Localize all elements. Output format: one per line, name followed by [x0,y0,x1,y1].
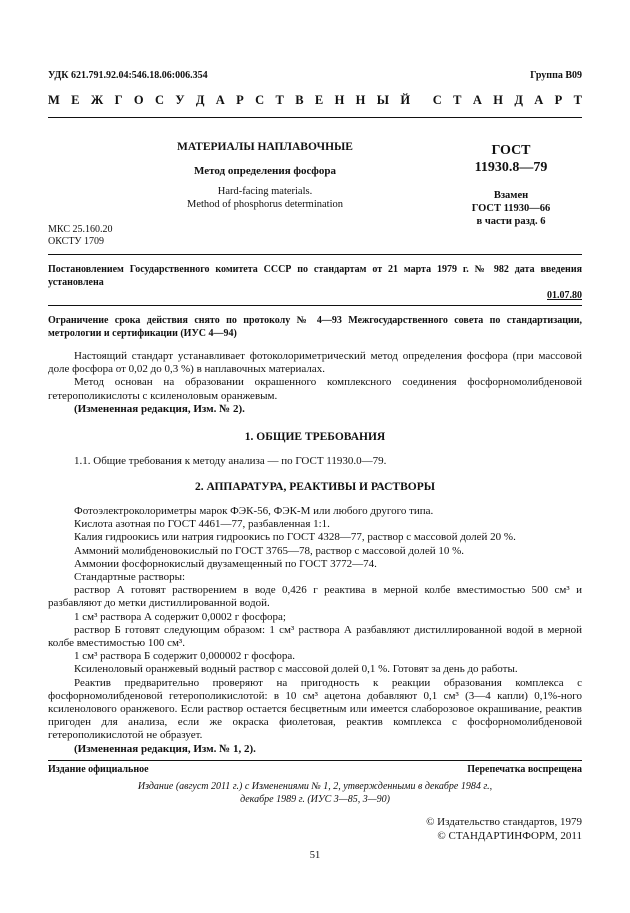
section-2-body [48,505,582,756]
decree-text: Постановлением Государственного комитета СССР по стандартам от 21 марта 1979 г. № 982 дата введения установлена [48,264,582,288]
heading-letter: Р [554,93,563,107]
copyright-2: © СТАНДАРТИНФОРМ, 2011 [437,830,582,842]
group-code: Группа В09 [530,70,582,81]
heading-letter: С [154,93,164,107]
limitation-text: Ограничение срока действия снято по протоколу № 4—93 Межгосударственного совета по стандартизации, метрологии и сертификации (ИУС 4—94) [48,315,582,339]
copyright-1: © Издательство стандартов, 1979 [426,816,582,828]
heading-letter: Т [275,93,284,107]
okstu-code: ОКСТУ 1709 [48,236,105,247]
decree-rule [48,305,582,306]
section-2-item: Калия гидроокись или натрия гидроокись по ГОСТ 4328—77, раствор с массовой долей 20 %. [74,531,516,544]
heading-letter: Р [236,93,244,107]
official-edition-label: Издание официальное [48,764,149,775]
section-2-item: Фотоэлектроколориметры марок ФЭК-56, ФЭК-М или любого другого типа. [74,505,434,517]
intro-paragraph-1: Настоящий стандарт устанавливает фотоколориметрический метод определения фосфора (при массовой доле фосфора от 0,02 до 0,3 %) в наплавочных материалах. [48,350,582,376]
section-2-item: Реактив предварительно проверяют на пригодность к реакции образования комплекса с фосфорномолибденовой гетерополикислотой: в 10 см³ ацетона добавляют 0,1 см³ (3—4 капли) 0,1%-ного ксиленолового оранжевого. Если раствор остается бесцветным или имеется слаборозовое окрашивание, реактив пригоден для анализа, если же окраска фиолетовая, реактив комплекса с фосфорномолибденовой гетерополикислотой не образует. [48,676,582,742]
section-2-item: Кислота азотная по ГОСТ 4461—77, разбавленная 1:1. [74,518,330,531]
section-2-item: Аммоний молибденовокислый по ГОСТ 3765—78, раствор с массовой долей 10 %. [74,544,464,557]
heading-letter: С [432,93,442,107]
edition-line-2: декабре 1989 г. (ИУС 3—85, 3—90) [240,794,390,805]
heading-letter: М [48,93,60,107]
heading-letter: А [472,93,482,107]
title-rule [48,254,582,255]
section-2-item: Стандартные растворы: [74,571,186,584]
heading-letter: А [215,93,225,107]
heading-letter: У [175,93,185,107]
heading-letter: А [534,93,544,107]
section-2-item: 1 см³ раствора А содержит 0,0002 г фосфора; [74,610,286,623]
heading-letter: Ы [376,93,390,107]
section-2-item: Ксиленоловый оранжевый водный раствор с массовой долей 0,1 %. Готовят за день до работы. [74,663,518,676]
section-2-amendment: (Измененная редакция, Изм. № 1, 2). [74,742,256,755]
heading-letter: Г [114,93,123,107]
edition-line-1: Издание (август 2011 г.) с Изменениями № 1, 2, утвержденными в декабре 1984 г., [137,781,493,792]
intro-amendment: (Измененная редакция, Изм. № 2). [74,402,245,415]
section-2-item: раствор Б готовят следующим образом: 1 см³ раствора А разбавляют дистиллированной водой в мерной колбе вместимостью 100 см³. [48,623,582,650]
heading-letter: Д [195,93,205,107]
heading-letter: С [255,93,265,107]
gost-label: ГОСТ [491,143,531,158]
footer-rule [48,760,582,761]
heading-letter: Т [453,93,462,107]
heading-letter: Е [314,93,324,107]
section-1-body [48,455,582,468]
heading-letter: В [295,93,304,107]
page-number: 51 [309,850,321,861]
section-2-item: раствор А готовят растворением в воде 0,426 г реактива в мерной колбе вместимостью 500 см³ и разбавляют до метки дистиллированной водой. [48,584,582,610]
en-title-line1: Hard-facing materials. [217,186,313,197]
udk-code: УДК 621.791.92.04:546.18.06:006.354 [48,70,208,81]
heading-letter: Й [400,93,411,107]
heading-letter: Д [514,93,523,107]
section-1-paragraph: 1.1. Общие требования к методу анализа — по ГОСТ 11930.0—79. [74,455,387,467]
intro-paragraph-2: Метод основан на образовании окрашенного комплексного соединения фосфорномолибденовой гетерополикислоты с ксиленоловым оранжевым. [48,376,582,402]
section-1-heading: 1. ОБЩИЕ ТРЕБОВАНИЯ [244,431,386,443]
intro-block [48,350,582,416]
replaces-gost: ГОСТ 11930—66 [471,203,551,214]
section-2-heading: 2. АППАРАТУРА, РЕАКТИВЫ И РАСТВОРЫ [194,481,436,493]
gost-number: 11930.8—79 [474,160,548,175]
replaces-part: в части разд. 6 [476,216,546,227]
section-2-item: 1 см³ раствора Б содержит 0,000002 г фосфора. [74,650,296,663]
heading-letter: Т [573,93,582,107]
decree-date: 01.07.80 [547,290,582,301]
section-2-item: Аммонии фосфорнокислый двузамещенный по ГОСТ 3772—74. [74,557,377,570]
ru-title: МАТЕРИАЛЫ НАПЛАВОЧНЫЕ [177,141,353,153]
heading-letter: О [133,93,144,107]
reprint-notice: Перепечатка воспрещена [467,764,582,775]
header-rule [48,117,582,118]
ru-subtitle: Метод определения фосфора [193,165,337,177]
heading-letter: Е [71,93,80,107]
mks-code: МКС 25.160.20 [48,224,113,235]
heading-letter: Н [355,93,366,107]
en-title-line2: Method of phosphorus determination [186,199,344,210]
heading-letter: Н [493,93,503,107]
heading-letter: Н [334,93,345,107]
replaces-label: Взамен [493,190,529,201]
heading-letter: Ж [90,93,104,107]
interstate-standard-heading [48,93,582,108]
